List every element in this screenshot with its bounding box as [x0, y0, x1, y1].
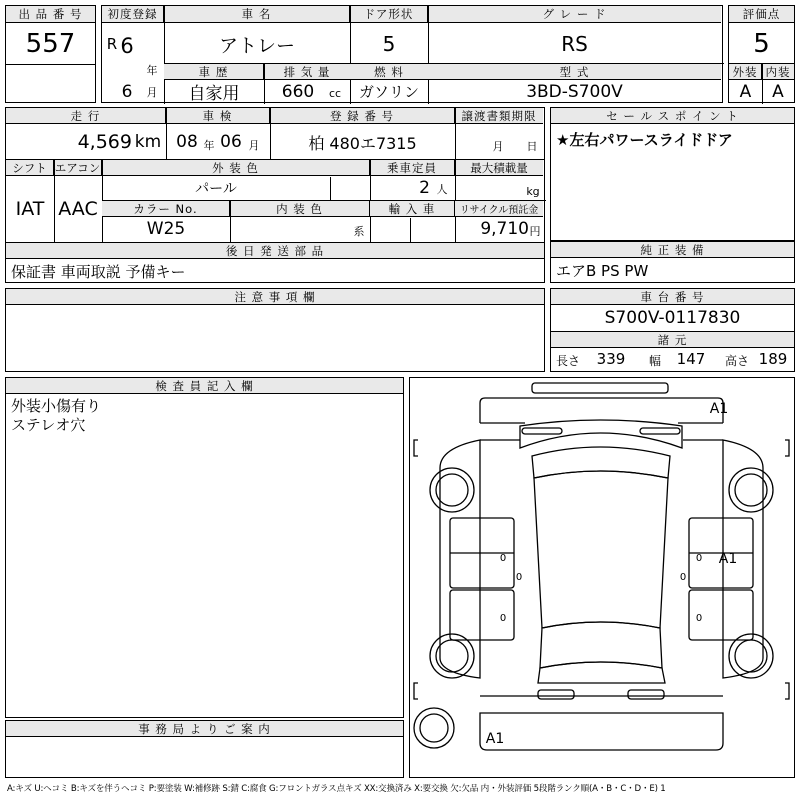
score-value: 5 — [753, 29, 770, 59]
model-code-value: 3BD-S700V — [526, 81, 623, 102]
inspector-box — [5, 377, 404, 718]
damage-mark-right: A1 — [718, 551, 738, 567]
inspection-label: 車 検 — [166, 108, 270, 124]
sales-points-box — [550, 107, 795, 241]
month-unit: 月 — [146, 86, 158, 99]
chassis-label: 車 台 番 号 — [551, 289, 794, 305]
lot-number: 557 — [25, 29, 76, 59]
capacity-unit: 人 — [436, 183, 448, 196]
mileage-label: 走 行 — [6, 108, 166, 124]
damage-mark-rear: A1 — [485, 731, 505, 747]
max-load-unit: kg — [526, 184, 540, 198]
width-label: 幅 — [648, 353, 661, 368]
import-label: 輸 入 車 — [370, 201, 455, 217]
first-reg-month: 6 — [121, 82, 133, 102]
capacity-label: 乗車定員 — [370, 160, 455, 176]
notes-box — [5, 288, 545, 372]
zero-mark-5: 0 — [695, 612, 703, 624]
detail-box — [5, 107, 545, 283]
sales-points-label: セ ー ル ス ポ イ ン ト — [551, 108, 794, 124]
length-label: 長さ — [555, 353, 580, 368]
plate-label: 登 録 番 号 — [270, 108, 455, 124]
height-value: 189 — [758, 350, 788, 368]
office-box — [5, 720, 404, 778]
damage-diagram — [409, 377, 795, 778]
mileage-unit: km — [134, 132, 162, 152]
equipment-value: エアB PS PW — [556, 261, 649, 280]
fuel-value: ガソリン — [358, 83, 419, 101]
ext-color-label: 外 装 色 — [102, 160, 370, 176]
interior-grade-label: 内装 — [762, 64, 794, 80]
score-label: 評価点 — [729, 6, 794, 23]
zero-mark-1: 0 — [499, 552, 507, 564]
zero-mark-4: 0 — [695, 552, 703, 564]
max-load-label: 最大積載量 — [455, 160, 543, 176]
recycle-label: リサイクル預託金 — [455, 201, 543, 217]
grade-value: RS — [561, 32, 588, 56]
specs-label: 諸 元 — [551, 332, 794, 348]
main-header-box — [101, 5, 723, 103]
lot-label: 出 品 番 号 — [6, 6, 95, 23]
zero-mark-6: 0 — [679, 571, 687, 583]
later-parts-value: 保証書 車両取説 予備キー — [11, 262, 186, 281]
inspection-year-unit: 年 — [203, 139, 215, 152]
inspector-line-1: 外装小傷有り — [11, 396, 102, 415]
aircon-label: エアコン — [54, 160, 101, 175]
color-no-label: カラー No. — [102, 201, 230, 217]
inspector-label: 検 査 員 記 入 欄 — [6, 378, 403, 394]
model-code-label: 型 式 — [428, 64, 721, 80]
width-value: 147 — [676, 350, 706, 368]
int-color-unit: 系 — [353, 225, 365, 238]
interior-grade: A — [772, 81, 784, 102]
inspection-month-unit: 月 — [248, 139, 260, 152]
equipment-label: 純 正 装 備 — [551, 242, 794, 258]
mileage-value: 4,569 — [77, 131, 132, 153]
chassis-value: S700V-0117830 — [604, 308, 741, 328]
exterior-grade-label: 外装 — [729, 64, 762, 80]
lot-box — [5, 5, 96, 103]
notes-label: 注 意 事 項 欄 — [6, 289, 544, 305]
transfer-day-unit: 日 — [526, 140, 538, 153]
displacement-unit: cc — [328, 86, 342, 100]
displacement-label: 排 気 量 — [264, 64, 350, 80]
transfer-month-unit: 月 — [492, 140, 504, 153]
inspection-month: 06 — [220, 132, 242, 152]
transfer-label: 譲渡書類期限 — [455, 108, 543, 124]
damage-mark-front: A1 — [709, 401, 729, 417]
legend-text: A:キズ U:ヘコミ B:キズを伴うヘコミ P:要塗装 W:補修跡 S:錆 C:腐食 G:フロントガラス点キズ XX:交換済み X:要交換 欠:欠品 内・外装評価 5段階ランク順(A・B・C・D・E) 1 — [7, 784, 666, 794]
history-label: 車 歴 — [164, 64, 264, 80]
score-box — [728, 5, 795, 103]
recycle-unit: 円 — [529, 225, 541, 238]
ext-color-value: パール — [195, 181, 237, 197]
int-color-label: 内 装 色 — [230, 201, 370, 217]
shift-label: シフト — [6, 160, 54, 176]
first-reg-label: 初度登録 — [102, 6, 164, 23]
first-reg-year: 6 — [120, 34, 134, 58]
fuel-label: 燃 料 — [350, 64, 428, 80]
car-name: アトレー — [218, 34, 295, 57]
year-unit: 年 — [146, 64, 158, 77]
car-outline-svg — [410, 378, 793, 776]
door-value: 5 — [382, 32, 396, 56]
door-label: ドア形状 — [350, 6, 428, 23]
equipment-box — [550, 241, 795, 283]
zero-mark-2: 0 — [499, 612, 507, 624]
displacement-value: 660 — [281, 81, 315, 102]
sales-points-value: ★左右パワースライドドア — [556, 130, 733, 149]
history-value: 自家用 — [188, 84, 240, 102]
aircon-value: AAC — [58, 198, 98, 220]
color-no-value: W25 — [146, 219, 186, 239]
capacity-value: 2 — [419, 178, 430, 198]
exterior-grade: A — [739, 81, 752, 102]
office-label: 事 務 局 よ り ご 案 内 — [6, 721, 403, 737]
car-name-label: 車 名 — [164, 6, 350, 23]
zero-mark-3: 0 — [515, 571, 523, 583]
plate-value: 柏 480エ7315 — [308, 133, 417, 153]
recycle-value: 9,710 — [480, 219, 529, 239]
height-label: 高さ — [724, 353, 749, 368]
inspector-line-2: ステレオ穴 — [11, 415, 86, 434]
chassis-box — [550, 288, 795, 372]
inspection-year: 08 — [176, 132, 198, 152]
grade-label: グ レ ー ド — [428, 6, 721, 23]
length-value: 339 — [596, 350, 626, 368]
later-parts-label: 後 日 発 送 部 品 — [6, 243, 544, 259]
era-letter: R — [106, 35, 118, 53]
shift-value: IAT — [15, 198, 45, 220]
